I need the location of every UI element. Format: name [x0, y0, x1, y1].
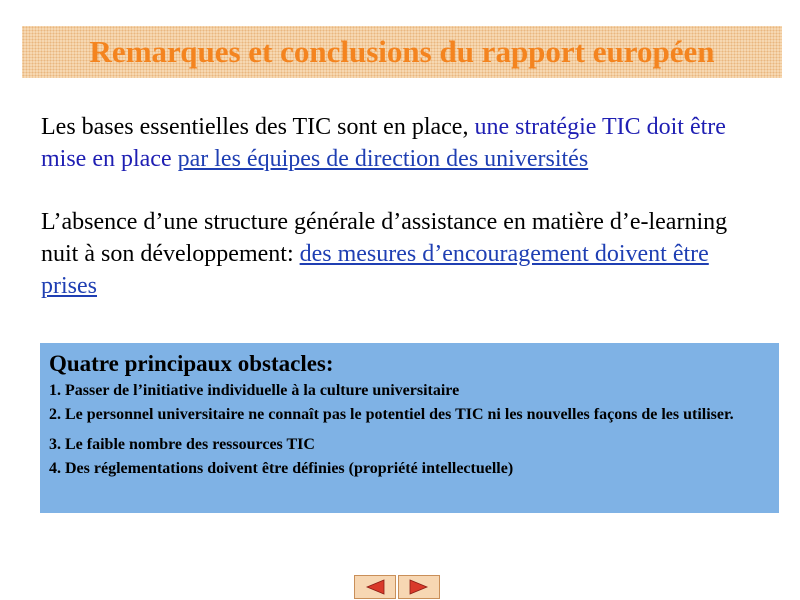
obstacle-item: 4. Des réglementations doivent être définies (propriété intellectuelle) — [49, 460, 514, 477]
paragraph-text: L’absence d’une structure générale d’assistance en matière d’e-learning nuit à son développement: — [41, 209, 728, 267]
next-slide-button[interactable] — [398, 575, 440, 599]
obstacles-box — [40, 343, 779, 513]
paragraph-text: Les bases essentielles des TIC sont en place, — [41, 114, 475, 140]
arrow-left-icon — [364, 579, 386, 595]
slide-title: Remarques et conclusions du rapport européen — [89, 34, 715, 69]
obstacle-item: 1. Passer de l’initiative individuelle à la culture universitaire — [49, 382, 460, 399]
paragraph-emphasis: stratégie TIC doit être mise en place — [41, 114, 726, 172]
paragraph-absence-structure — [41, 206, 761, 302]
previous-slide-button[interactable] — [354, 575, 396, 599]
slide-navigation — [354, 575, 440, 599]
paragraph-emphasis: une — [474, 114, 516, 140]
link-equipes-direction[interactable]: par les équipes de direction des universités — [177, 146, 589, 172]
obstacles-heading: Quatre principaux obstacles: — [49, 351, 334, 376]
arrow-right-icon — [408, 579, 430, 595]
obstacle-item: 3. Le faible nombre des ressources TIC — [49, 436, 315, 453]
obstacle-item: 2. Le personnel universitaire ne connaît pas le potentiel des TIC ni les nouvelles façons de les utiliser. — [49, 406, 734, 423]
link-mesures-encouragement[interactable]: des mesures d’encouragement doivent être prises — [41, 241, 709, 299]
title-banner — [22, 26, 782, 78]
paragraph-bases-tic — [41, 111, 761, 175]
